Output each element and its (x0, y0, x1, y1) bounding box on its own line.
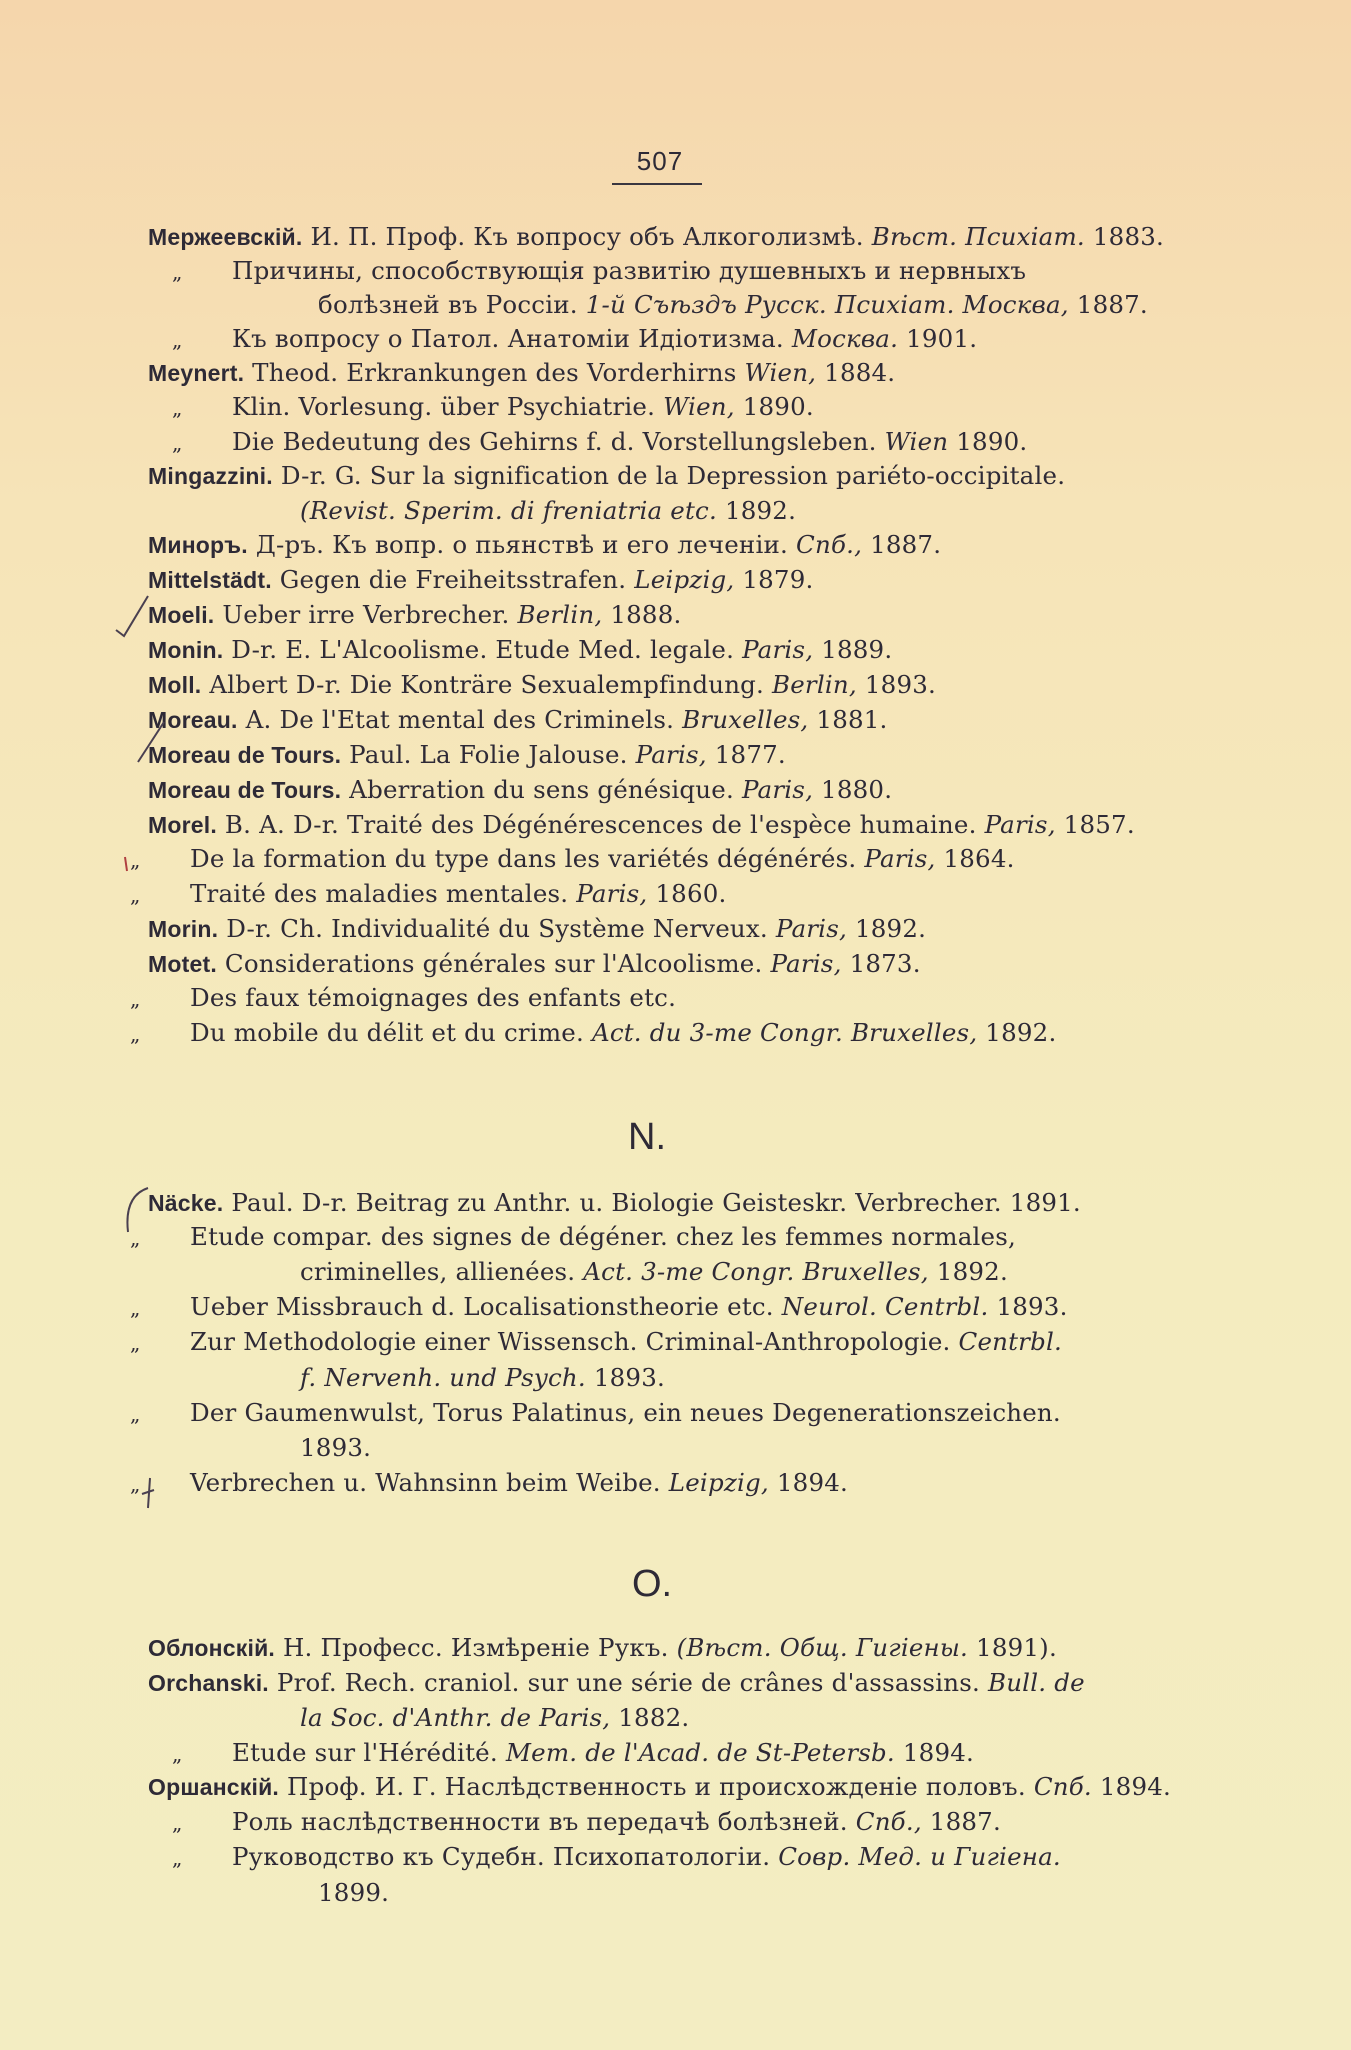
entry-source: Paris, (864, 844, 936, 873)
bibliography-entry-line (148, 1772, 1171, 1802)
section-heading-o: O. (632, 1563, 673, 1605)
entry-year: 1887. (1068, 290, 1148, 319)
bibliography-entry-line (130, 1398, 1061, 1429)
entry-source: Спб. (1033, 1772, 1092, 1801)
entry-year: 1894. (768, 1468, 849, 1497)
entry-source: Paris, (770, 949, 842, 978)
entry-author: Morin. (148, 916, 219, 942)
entry-year: 1890. (734, 392, 814, 421)
entry-title: Albert D-r. Die Konträre Sexualempfindung. (201, 670, 773, 699)
margin-check-mark (112, 592, 152, 638)
bibliography-entry-line (172, 1738, 974, 1769)
bibliography-entry-line (148, 600, 681, 630)
entry-year: 1894. (1091, 1772, 1172, 1801)
entry-title: Д-ръ. Къ вопр. о пьянствѣ и его леченіи. (247, 530, 797, 559)
bibliography-entry-line (172, 1807, 1001, 1838)
ditto-mark: „ (130, 987, 141, 1011)
entry-year: 1879. (734, 565, 814, 594)
bibliography-entry-line (130, 1327, 1062, 1358)
entry-title: Zur Methodologie einer Wissensch. Criminal-Anthropologie. (190, 1327, 959, 1356)
entry-title: Verbrechen u. Wahnsinn beim Weibe. (190, 1468, 669, 1497)
entry-title: Къ вопросу о Патол. Анатоміи Идіотизма. (232, 324, 792, 353)
bibliography-entry-line (148, 949, 921, 979)
bibliography-entry-line (300, 1433, 371, 1463)
bibliography-entry-line (318, 290, 1148, 320)
entry-title: Ueber irre Verbrecher. (214, 600, 518, 629)
entry-year: 1888. (602, 600, 682, 629)
entry-source: Paris, (775, 914, 847, 943)
entry-year: 1880. (813, 775, 893, 804)
ditto-mark: „ (172, 1811, 183, 1835)
bibliography-entry-line (148, 810, 1135, 840)
bibliography-entry-line (172, 256, 1026, 287)
entry-author: Monin. (148, 637, 224, 663)
entry-source: Москва. (791, 324, 899, 353)
margin-check-mark (134, 718, 168, 768)
entry-source: (Revist. Sperim. di freniatria etc. (300, 496, 717, 525)
entry-year: 1892. (928, 1257, 1008, 1286)
entry-author: Оршанскій. (148, 1774, 280, 1800)
entry-author: Миноръ. (148, 532, 248, 558)
bibliography-entry-line (148, 358, 895, 388)
bibliography-entry-line (300, 1257, 1008, 1287)
entry-source: 1-й Съѣздъ Русск. Психіат. Москва, (585, 290, 1069, 319)
entry-title: Die Bedeutung des Gehirns f. d. Vorstellungsleben. (232, 427, 885, 456)
bibliography-entry-line (148, 705, 888, 735)
entry-title: D-r. Ch. Individualité du Système Nerveux. (218, 914, 776, 943)
entry-year: 1901. (898, 324, 978, 353)
entry-author: Мержеевскій. (148, 224, 303, 250)
bibliography-entry-line (148, 1668, 1085, 1698)
entry-year: 1864. (935, 844, 1015, 873)
bibliography-entry-line (300, 1363, 665, 1393)
bibliography-entry-line (130, 879, 727, 910)
entry-title: Klin. Vorlesung. über Psychiatrie. (232, 392, 664, 421)
entry-year: 1892. (846, 914, 927, 943)
entry-year: 1860. (647, 879, 727, 908)
entry-author: Morel. (148, 812, 217, 838)
entry-title: A. De l'Etat mental des Criminels. (237, 705, 683, 734)
entry-title: Paul. La Folie Jalouse. (341, 740, 636, 769)
entry-source: Neurol. Centrbl. (781, 1292, 989, 1321)
entry-source: f. Nervenh. und Psych. (300, 1363, 586, 1392)
entry-title: Ueber Missbrauch d. Localisationstheorie etc. (190, 1292, 782, 1321)
entry-title: Theod. Erkrankungen des Vorderhirns (244, 358, 745, 387)
entry-author: Meynert. (148, 360, 245, 386)
entry-year: 1889. (813, 635, 893, 664)
entry-title: Роль наслѣдственности въ передачѣ болѣзней. (232, 1807, 856, 1836)
bibliography-entry-line (130, 1018, 1056, 1049)
page-number-rule (612, 183, 702, 185)
bibliography-entry-line (130, 1292, 1068, 1323)
entry-title: Etude sur l'Hérédité. (232, 1738, 506, 1767)
bibliography-entry-line (148, 775, 892, 805)
entry-source: Leipzig, (634, 565, 735, 594)
entry-source: Bull. de (987, 1668, 1085, 1697)
ditto-mark: „ (130, 883, 141, 907)
entry-source: Спб., (796, 530, 863, 559)
ditto-mark: „ (130, 848, 141, 872)
entry-title: Причины, способствующія развитію душевныхъ и нервныхъ (232, 256, 1027, 285)
page-number: 507 (636, 146, 684, 176)
entry-title: Проф. И. Г. Наслѣдственность и происхожденіе половъ. (279, 1772, 1034, 1801)
entry-source: la Soc. d'Anthr. de Paris, (300, 1703, 611, 1732)
bibliography-entry-line (130, 1468, 848, 1499)
bibliography-entry-line (148, 670, 936, 700)
entry-author: Moreau de Tours. (148, 742, 342, 768)
entry-source: Paris, (742, 635, 814, 664)
entry-title: Traité des maladies mentales. (190, 879, 577, 908)
entry-author: Moeli. (148, 602, 215, 628)
bibliography-entry-line (130, 1222, 1016, 1253)
entry-source: Act. 3-me Congr. Bruxelles, (583, 1257, 929, 1286)
entry-year: 1882. (610, 1703, 690, 1732)
entry-title: Paul. D-r. Beitrag zu Anthr. u. Biologie Geisteskr. Verbrecher. (223, 1188, 1002, 1217)
bibliography-entry-line (148, 530, 941, 560)
bibliography-entry-line (148, 1633, 1057, 1663)
bibliography-entry-line (148, 914, 926, 944)
section-heading-n: N. (628, 1116, 666, 1158)
entry-year: 1881. (808, 705, 888, 734)
entry-year: 1887. (921, 1807, 1001, 1836)
entry-year: 1884. (816, 358, 896, 387)
entry-author: Näcke. (148, 1190, 224, 1216)
entry-year: 1891). (968, 1633, 1057, 1662)
entry-source: Wien (884, 427, 949, 456)
entry-title: criminelles, allienées. (300, 1257, 584, 1286)
ditto-mark: „ (172, 396, 183, 420)
bibliography-entry-line (172, 1842, 1061, 1873)
ditto-mark: „ (172, 1742, 183, 1766)
entry-title: болѣзней въ Россіи. (318, 290, 586, 319)
entry-title: Des faux témoignages des enfants etc. (190, 983, 677, 1012)
entry-year: 1890. (948, 427, 1028, 456)
ditto-mark: „ (130, 1472, 141, 1496)
bibliography-entry-line (148, 740, 786, 770)
bibliography-entry-line (148, 1188, 1081, 1218)
entry-title: Du mobile du délit et du crime. (190, 1018, 592, 1047)
bibliography-entry-line (148, 222, 1164, 252)
entry-year: 1891. (1001, 1188, 1081, 1217)
entry-author: Orchanski. (148, 1670, 269, 1696)
entry-title: Руководство къ Судебн. Психопатологіи. (232, 1842, 779, 1871)
ditto-mark: „ (172, 328, 183, 352)
ditto-mark: „ (172, 431, 183, 455)
entry-year: 1892. (716, 496, 797, 525)
entry-title: Aberration du sens génésique. (341, 775, 742, 804)
entry-title: D-r. G. Sur la signification de la Depression pariéto-occipitale. (272, 461, 1066, 490)
entry-source: Berlin, (772, 670, 857, 699)
ditto-mark: „ (130, 1331, 141, 1355)
ditto-mark: „ (172, 1846, 183, 1870)
entry-source: Bruxelles, (682, 705, 809, 734)
entry-source: (Вѣст. Общ. Гигіены. (676, 1633, 969, 1662)
bibliography-entry-line (148, 565, 814, 595)
bibliography-entry-line (172, 324, 977, 355)
entry-source: Berlin, (517, 600, 603, 629)
entry-year: 1873. (841, 949, 921, 978)
entry-year: 1892. (977, 1018, 1057, 1047)
entry-title: Der Gaumenwulst, Torus Palatinus, ein neues Degenerationszeichen. (190, 1398, 1061, 1427)
entry-author: Motet. (148, 951, 217, 977)
margin-tick-mark (119, 855, 131, 875)
entry-author: Mingazzini. (148, 463, 273, 489)
bibliography-entry-line (148, 635, 892, 665)
bibliography-entry-line (148, 461, 1065, 491)
entry-title: Considerations générales sur l'Alcoolisme. (216, 949, 771, 978)
entry-year: 1893. (300, 1433, 372, 1462)
entry-source: Wien, (744, 358, 817, 387)
bibliography-entry-line (318, 1878, 389, 1908)
entry-year: 1893. (988, 1292, 1068, 1321)
entry-title: Gegen die Freiheitsstrafen. (271, 565, 635, 594)
entry-year: 1893. (585, 1363, 665, 1392)
entry-year: 1899. (318, 1878, 390, 1907)
entry-title: Etude compar. des signes de dégéner. chez les femmes normales, (190, 1222, 1017, 1251)
entry-year: 1877. (706, 740, 786, 769)
entry-year: 1883. (1084, 222, 1165, 251)
ditto-mark: „ (130, 1022, 141, 1046)
bibliography-entry-line (300, 1703, 689, 1733)
bibliography-entry-line (172, 427, 1027, 458)
margin-tick-mark (140, 1476, 162, 1510)
entry-year: 1893. (856, 670, 937, 699)
entry-source: Paris, (984, 810, 1056, 839)
entry-title: Prof. Rech. craniol. sur une série de crânes d'assassins. (268, 1668, 988, 1697)
bibliography-entry-line (130, 844, 1015, 875)
ditto-mark: „ (130, 1402, 141, 1426)
entry-year: 1894. (894, 1738, 975, 1767)
entry-author: Moll. (148, 672, 202, 698)
entry-source: Paris, (576, 879, 648, 908)
bibliography-entry-line (130, 983, 676, 1014)
entry-source: Act. du 3-me Congr. Bruxelles, (591, 1018, 978, 1047)
entry-title: B. A. D-r. Traité des Dégénérescences de l'espèce humaine. (216, 810, 985, 839)
entry-title: D-r. E. L'Alcoolisme. Etude Med. legale. (223, 635, 743, 664)
ditto-mark: „ (130, 1226, 141, 1250)
entry-source: Mem. de l'Acad. de St-Petersb. (505, 1738, 895, 1767)
entry-source: Paris, (635, 740, 707, 769)
entry-author: Mittelstädt. (148, 567, 272, 593)
entry-author: Облонскій. (148, 1635, 275, 1661)
entry-source: Paris, (741, 775, 814, 804)
entry-year: 1887. (862, 530, 942, 559)
entry-title: Н. Професс. Измѣреніе Рукъ. (275, 1633, 677, 1662)
bibliography-entry-line (300, 496, 796, 526)
entry-author: Moreau de Tours. (148, 777, 342, 803)
entry-year: 1857. (1055, 810, 1135, 839)
entry-source: Спб., (855, 1807, 922, 1836)
entry-source: Совр. Мед. и Гигіена. (778, 1842, 1061, 1871)
entry-author: Moreau. (148, 707, 238, 733)
entry-title: De la formation du type dans les variétés dégénérés. (190, 844, 865, 873)
entry-source: Вѣст. Психіат. (871, 222, 1085, 251)
entry-source: Leipzig, (668, 1468, 769, 1497)
entry-source: Wien, (663, 392, 735, 421)
ditto-mark: „ (172, 260, 183, 284)
bibliography-entry-line (172, 392, 814, 423)
entry-title: И. П. Проф. Къ вопросу объ Алкоголизмѣ. (302, 222, 872, 251)
ditto-mark: „ (130, 1296, 141, 1320)
entry-source: Centrbl. (958, 1327, 1062, 1356)
margin-bracket-mark (118, 1186, 152, 1234)
